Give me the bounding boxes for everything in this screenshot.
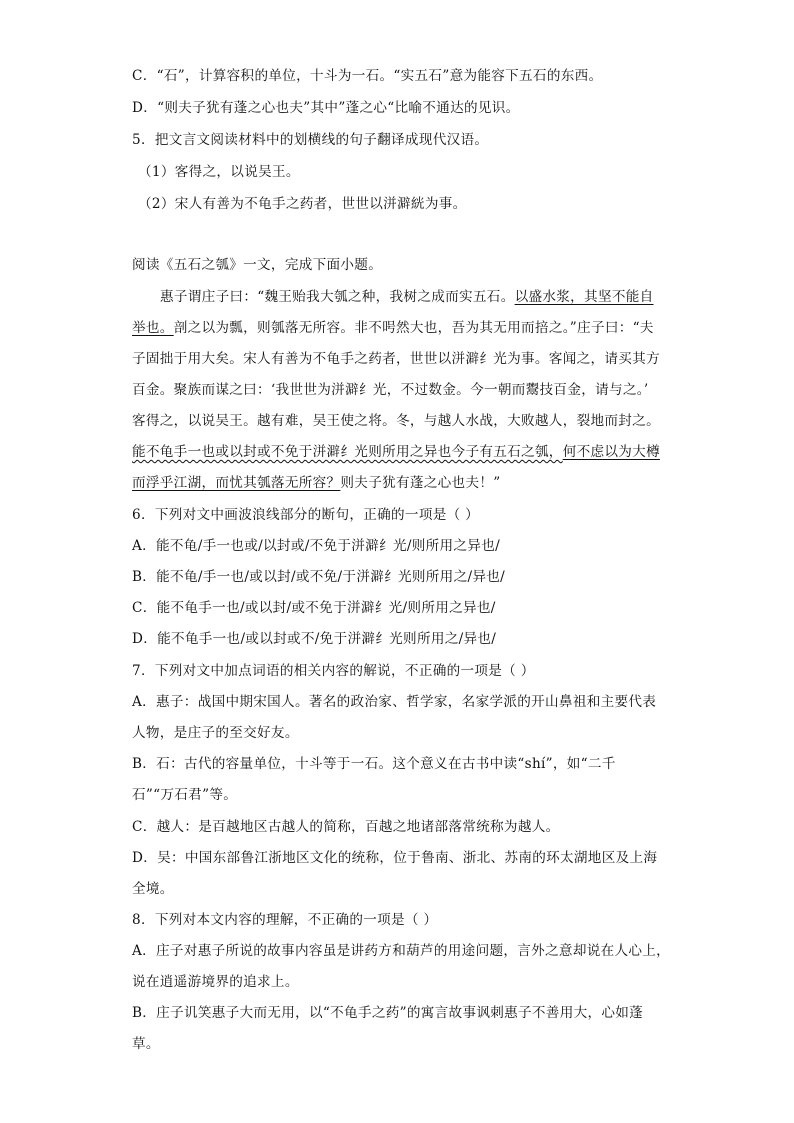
question-6-option-b: B．能不龟/手一也/或以封/或不免/于洴澼纟光则所用之/异也/: [132, 569, 506, 585]
question-7-option-a: A．惠子：战国中期宋国人。著名的政治家、哲学家，名家学派的开山鼻祖和主要代表: [132, 694, 657, 710]
underlined-sentence: 举也。: [132, 320, 174, 336]
passage-text: 则夫子犹有蓬之心也夫！”: [340, 475, 501, 491]
option-d-q4: D．“则夫子犹有蓬之心也夫”其中”蓬之心“比喻不通达的见识。: [132, 100, 520, 116]
question-5-part-2: （2）宋人有善为不龟手之药者，世世以洴澼絖为事。: [138, 196, 467, 212]
underlined-sentence: 以盛水浆，其坚不能自: [514, 289, 654, 305]
reading-instruction: 阅读《五石之瓠》一文，完成下面小题。: [132, 257, 383, 273]
question-7-option-c: C．越人：是百越地区古越人的简称，百越之地诸部落常统称为越人。: [132, 819, 560, 835]
question-6-option-a: A．能不龟/手一也或/以封或/不免于洴澼纟光/则所用之异也/: [132, 538, 500, 554]
question-7-option-d-cont: 全境。: [132, 881, 174, 897]
question-8-option-a-cont: 说在逍遥游境界的追求上。: [132, 974, 299, 990]
question-7: 7．下列对文中加点词语的相关内容的解说，不正确的一项是（ ）: [132, 663, 535, 679]
underlined-sentence: 何不虑以为大樽: [562, 444, 660, 460]
passage-text: 惠子谓庄子曰：“魏王贻我大瓠之种，我树之成而实五石。: [160, 289, 515, 305]
passage-line-7: [132, 473, 672, 493]
question-6-option-c: C．能不龟手一也/或以封/或不免于洴澼纟光/则所用之异也/: [132, 600, 496, 616]
passage-line-6: [132, 442, 672, 462]
passage-text: 剖之以为瓢，则瓠落无所容。非不呺然大也，吾为其无用而掊之。”庄子曰：“夫: [173, 320, 654, 336]
question-8-option-b-cont: 草。: [132, 1036, 160, 1052]
question-8-option-a: A．庄子对惠子所说的故事内容虽是讲药方和葫芦的用途问题，言外之意却说在人心上，: [132, 943, 671, 959]
passage-line-2: [132, 318, 672, 338]
option-c-q4: C．“石”，计算容积的单位，十斗为一石。“实五石”意为能容下五石的东西。: [132, 68, 603, 84]
question-7-option-a-cont: 人物，是庄子的至交好友。: [132, 725, 299, 741]
question-7-option-d: D．吴：中国东部鲁江浙地区文化的统称，位于鲁南、浙北、苏南的环太湖地区及上海: [132, 850, 658, 866]
passage-line-3: 子固拙于用大矣。宋人有善为不龟手之药者，世世以洴澼纟光为事。客闻之，请买其方: [132, 351, 660, 367]
question-5-part-1: （1）客得之，以说吴王。: [138, 164, 300, 180]
question-7-option-b-cont: 石”“万石君”等。: [132, 787, 238, 803]
passage-line-4: 百金。聚族而谋之曰：‘我世世为洴澼纟光，不过数金。今一朝而鬻技百金，请与之。’: [132, 382, 649, 398]
question-8-option-b: B．庄子讥笑惠子大而无用，以“不龟手之药”的寓言故事讽刺惠子不善用大，心如蓬: [132, 1005, 644, 1021]
passage-line-5: 客得之，以说吴王。越有难，吴王使之将。冬，与越人水战，大败越人，裂地而封之。: [132, 413, 660, 429]
question-6-option-d: D．能不龟手一也/或以封或不/免于洴澼纟光则所用之/异也/: [132, 631, 497, 647]
question-8: 8．下列对本文内容的理解，不正确的一项是（ ）: [132, 912, 438, 928]
question-7-option-b: B．石：古代的容量单位，十斗等于一石。这个意义在古书中读“shí”，如“二千: [132, 756, 616, 772]
question-6: 6．下列对文中画波浪线部分的断句，正确的一项是（ ）: [132, 507, 480, 523]
wavy-underlined-sentence: 能不龟手一也或以封或不免于洴澼纟光则所用之异也今子有五石之瓠，: [132, 444, 563, 460]
question-5: 5．把文言文阅读材料中的划横线的句子翻译成现代汉语。: [132, 132, 489, 148]
underlined-sentence: 而浮乎江湖，而忧其瓠落无所容？: [132, 475, 341, 491]
passage-line-1: [160, 287, 700, 307]
